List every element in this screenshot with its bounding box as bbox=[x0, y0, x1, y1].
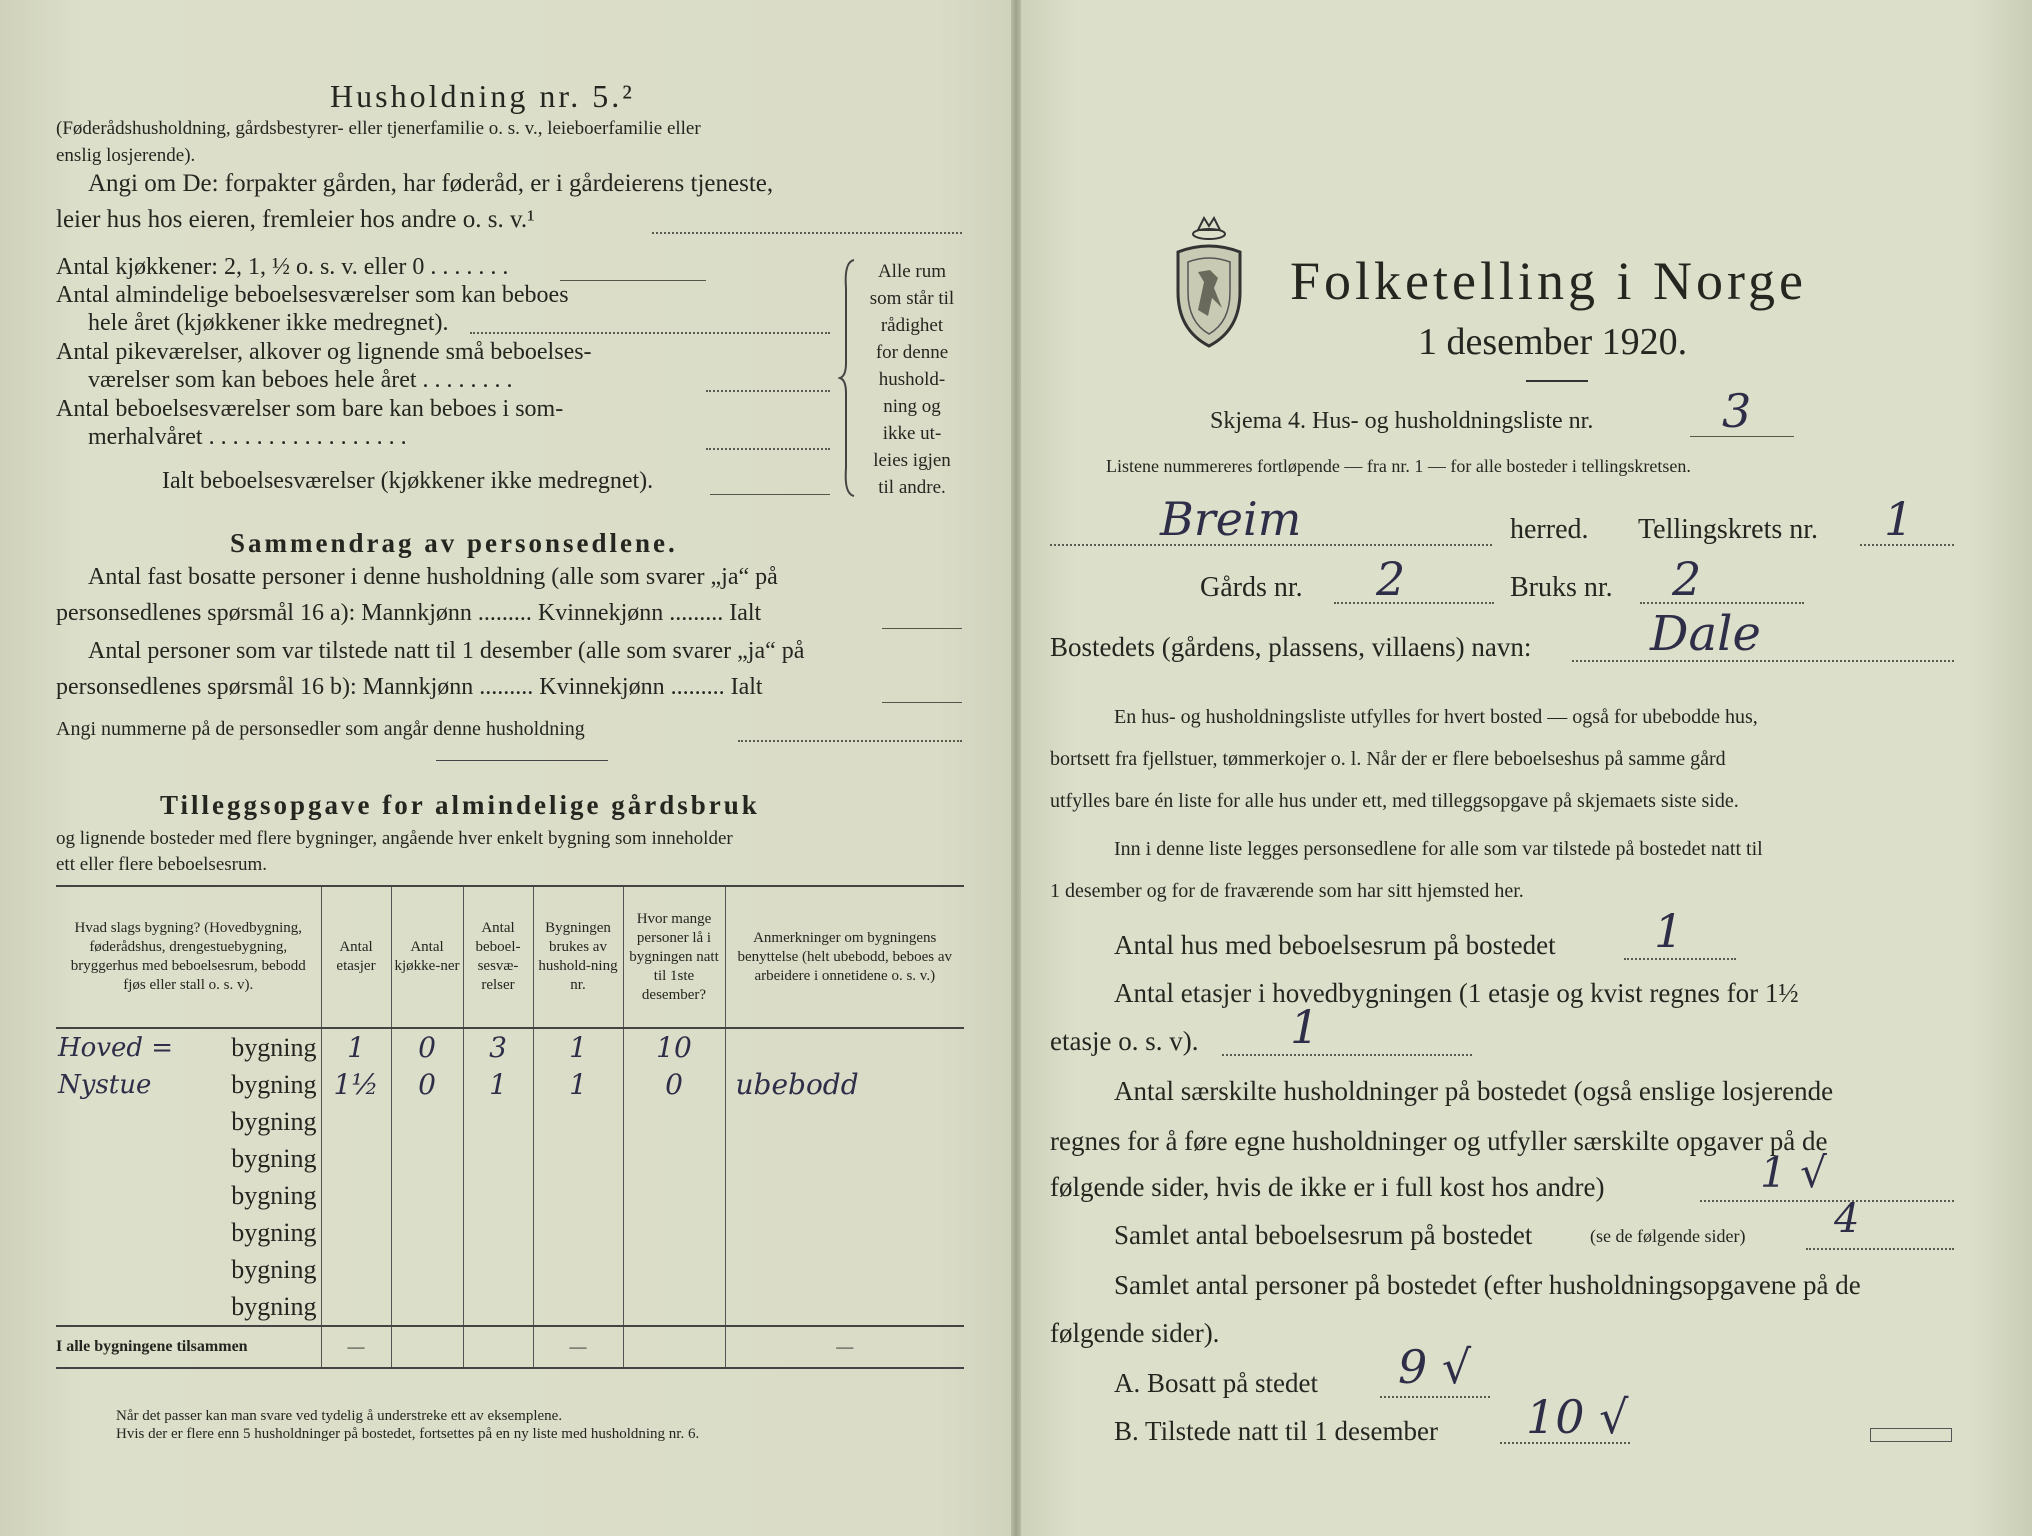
table-row bbox=[56, 1140, 964, 1177]
bruks-value: 2 bbox=[1672, 552, 1702, 606]
q-rum-answer-line bbox=[1806, 1248, 1954, 1250]
cell-husholdning bbox=[533, 1177, 623, 1214]
cell-kjokkener: 0 bbox=[391, 1028, 463, 1066]
instruction-4: Inn i denne liste legges personsedlene for alle som var tilstede på bostedet natt til bbox=[1114, 838, 1763, 860]
cell-kjokkener bbox=[391, 1251, 463, 1288]
gards-label: Gårds nr. bbox=[1200, 572, 1303, 603]
rooms-summer-answer bbox=[706, 448, 830, 450]
title-divider bbox=[1526, 380, 1588, 382]
cell-vaerelser bbox=[463, 1288, 533, 1326]
cell-kjokkener bbox=[391, 1214, 463, 1251]
cell-husholdning bbox=[533, 1251, 623, 1288]
summary-line-4: personsedlenes spørsmål 16 b): Mannkjønn ......... Kvinnekjønn ......... Ialt bbox=[56, 674, 763, 700]
q-hush-line-3: følgende sider, hvis de ikke er i full kost hos andre) bbox=[1050, 1172, 1605, 1202]
table-row bbox=[56, 1028, 964, 1066]
census-title: Folketelling i Norge bbox=[1290, 251, 1807, 311]
footnote-2: Hvis der er flere enn 5 husholdninger på bostedet, fortsettes på en ny liste med husholdning nr. 6. bbox=[116, 1426, 700, 1442]
cell-personer bbox=[623, 1288, 725, 1326]
a-bosatt-line bbox=[1380, 1396, 1490, 1398]
ask-answer-line bbox=[652, 232, 962, 234]
q-rum-note: (se de følgende sider) bbox=[1590, 1226, 1746, 1246]
building-suffix: bygning bbox=[231, 1254, 317, 1284]
rooms-total-answer bbox=[710, 494, 830, 495]
bosted-line bbox=[1572, 660, 1954, 662]
cell-husholdning bbox=[533, 1103, 623, 1140]
col-header-personer: Hvor mange personer lå i bygningen natt til 1ste desember? bbox=[623, 886, 725, 1028]
ask-line-1: Angi om De: forpakter gården, har føderåd, er i gårdeierens tjeneste, bbox=[88, 170, 774, 197]
angi-nummerne-answer bbox=[738, 740, 962, 742]
building-kind: Nystue bbox=[58, 1069, 152, 1100]
coat-of-arms-icon bbox=[1168, 212, 1250, 352]
q-hush-line-2: regnes for å føre egne husholdninger og utfyller særskilte opgaver på de bbox=[1050, 1126, 1828, 1156]
side-note-brace bbox=[838, 258, 860, 498]
cell-personer bbox=[623, 1251, 725, 1288]
cell-etasjer: 1½ bbox=[321, 1066, 391, 1103]
building-kind-cell bbox=[56, 1103, 321, 1140]
total-anmerkninger: — bbox=[725, 1326, 964, 1368]
instruction-5: 1 desember og for de fraværende som har sitt hjemsted her. bbox=[1050, 880, 1524, 902]
summary-line-2: personsedlenes spørsmål 16 a): Mannkjønn ......... Kvinnekjønn ......... Ialt bbox=[56, 600, 762, 626]
cell-husholdning: 1 bbox=[533, 1066, 623, 1103]
cell-vaerelser bbox=[463, 1103, 533, 1140]
q-hush-value: 1 √ bbox=[1760, 1148, 1827, 1197]
col-header-kjokkener: Antal kjøkke-ner bbox=[391, 886, 463, 1028]
q-etasjer-value: 1 bbox=[1290, 1000, 1320, 1054]
summary-heading: Sammendrag av personsedlene. bbox=[230, 528, 678, 558]
building-kind: Hoved = bbox=[58, 1032, 174, 1063]
herred-label: herred. bbox=[1510, 514, 1589, 545]
ask-line-2: leier hus hos eieren, fremleier hos andre o. s. v.¹ bbox=[56, 206, 535, 233]
q-hus-label: Antal hus med beboelsesrum på bostedet bbox=[1114, 930, 1556, 960]
cell-etasjer bbox=[321, 1177, 391, 1214]
census-date: 1 desember 1920. bbox=[1418, 321, 1688, 363]
cell-anm bbox=[725, 1140, 964, 1177]
cell-kjokkener bbox=[391, 1288, 463, 1326]
cell-personer bbox=[623, 1177, 725, 1214]
col-header-vaerelser: Antal beboel-sesvæ-relser bbox=[463, 886, 533, 1028]
cell-vaerelser bbox=[463, 1214, 533, 1251]
building-suffix: bygning bbox=[231, 1069, 317, 1099]
cell-vaerelser: 1 bbox=[463, 1066, 533, 1103]
printer-stamp bbox=[1870, 1428, 1952, 1442]
q-etasjer-line-1: Antal etasjer i hovedbygningen (1 etasje og kvist regnes for 1½ bbox=[1114, 978, 1799, 1008]
table-row bbox=[56, 1214, 964, 1251]
q-hush-answer-line bbox=[1700, 1200, 1954, 1202]
rooms-ordinary-1: Antal almindelige beboelsesværelser som kan beboes bbox=[56, 282, 569, 308]
cell-vaerelser bbox=[463, 1177, 533, 1214]
q-pers-line-2: følgende sider). bbox=[1050, 1318, 1220, 1348]
cell-husholdning bbox=[533, 1288, 623, 1326]
building-kind-cell bbox=[56, 1140, 321, 1177]
cell-kjokkener: 0 bbox=[391, 1066, 463, 1103]
gards-value: 2 bbox=[1376, 552, 1406, 606]
footnote-1: Når det passer kan man svare ved tydelig å understreke ett av eksemplene. bbox=[116, 1408, 563, 1424]
total-etasjer: — bbox=[321, 1326, 391, 1368]
summary-ialt-2-line bbox=[882, 702, 962, 703]
cell-etasjer: 1 bbox=[321, 1028, 391, 1066]
gards-line bbox=[1334, 602, 1494, 604]
supplement-heading: Tilleggsopgave for almindelige gårdsbruk bbox=[160, 790, 760, 820]
cell-etasjer bbox=[321, 1214, 391, 1251]
q-rum-value: 4 bbox=[1834, 1196, 1860, 1242]
table-row bbox=[56, 1177, 964, 1214]
rooms-kitchens-answer bbox=[560, 280, 706, 281]
cell-anm bbox=[725, 1103, 964, 1140]
bosted-label: Bostedets (gårdens, plassens, villaens) navn: bbox=[1050, 632, 1532, 662]
total-personer bbox=[623, 1326, 725, 1368]
cell-anm bbox=[725, 1214, 964, 1251]
instruction-1: En hus- og husholdningsliste utfylles for hvert bosted — også for ubebodde hus, bbox=[1114, 706, 1758, 728]
summary-line-1: Antal fast bosatte personer i denne husholdning (alle som svarer „ja“ på bbox=[88, 564, 778, 590]
bruks-label: Bruks nr. bbox=[1510, 572, 1613, 603]
cell-husholdning: 1 bbox=[533, 1028, 623, 1066]
building-table-header bbox=[56, 886, 964, 1028]
total-kjokkener bbox=[391, 1326, 463, 1368]
bosted-value: Dale bbox=[1650, 606, 1761, 662]
table-row bbox=[56, 1288, 964, 1326]
b-tilstede-value: 10 √ bbox=[1526, 1390, 1629, 1444]
q-etasjer-line-2: etasje o. s. v). bbox=[1050, 1026, 1199, 1056]
table-row bbox=[56, 1103, 964, 1140]
building-suffix: bygning bbox=[231, 1143, 317, 1173]
cell-etasjer bbox=[321, 1288, 391, 1326]
cell-vaerelser bbox=[463, 1251, 533, 1288]
angi-nummerne: Angi nummerne på de personsedler som angår denne husholdning bbox=[56, 718, 585, 740]
total-husholdning: — bbox=[533, 1326, 623, 1368]
summary-line-3: Antal personer som var tilstede natt til 1 desember (alle som svarer „ja“ på bbox=[88, 638, 805, 664]
supplement-line-1: og lignende bosteder med flere bygninger, angående hver enkelt bygning som inneholder bbox=[56, 828, 733, 849]
a-bosatt-label: A. Bosatt på stedet bbox=[1114, 1368, 1318, 1398]
col-header-anmerkninger: Anmerkninger om bygningens benyttelse (helt ubebodd, beboes av arbeidere i onnetidene o. s. v.) bbox=[725, 886, 964, 1028]
building-suffix: bygning bbox=[231, 1032, 317, 1062]
rooms-maid-2: værelser som kan beboes hele året . . . . . . . . bbox=[88, 367, 513, 393]
q-etasjer-answer-line bbox=[1222, 1054, 1472, 1056]
cell-personer: 10 bbox=[623, 1028, 725, 1066]
section-divider bbox=[436, 760, 608, 761]
herred-value: Breim bbox=[1160, 492, 1302, 546]
q-pers-line-1: Samlet antal personer på bostedet (efter husholdningsopgavene på de bbox=[1114, 1270, 1861, 1300]
rooms-summer-2: merhalvåret . . . . . . . . . . . . . . . . . bbox=[88, 424, 407, 450]
rooms-total: Ialt beboelsesværelser (kjøkkener ikke medregnet). bbox=[162, 468, 654, 494]
summary-ialt-1-line bbox=[882, 628, 962, 629]
rooms-maid-1: Antal pikeværelser, alkover og lignende små beboelses- bbox=[56, 339, 592, 365]
cell-etasjer bbox=[321, 1251, 391, 1288]
rooms-ordinary-2: hele året (kjøkkener ikke medregnet). bbox=[88, 310, 449, 336]
col-header-etasjer: Antal etasjer bbox=[321, 886, 391, 1028]
cell-anm bbox=[725, 1177, 964, 1214]
cell-vaerelser bbox=[463, 1140, 533, 1177]
table-row bbox=[56, 1251, 964, 1288]
q-hus-value: 1 bbox=[1654, 904, 1684, 958]
cell-vaerelser: 3 bbox=[463, 1028, 533, 1066]
instruction-2: bortsett fra fjellstuer, tømmerkojer o. l. Når der er flere beboelseshus på samme gård bbox=[1050, 748, 1726, 770]
rooms-maid-answer bbox=[706, 390, 830, 392]
building-suffix: bygning bbox=[231, 1180, 317, 1210]
building-kind-cell bbox=[56, 1066, 321, 1103]
tellingskrets-label: Tellingskrets nr. bbox=[1638, 514, 1819, 545]
building-kind-cell bbox=[56, 1288, 321, 1326]
b-tilstede-label: B. Tilstede natt til 1 desember bbox=[1114, 1416, 1438, 1446]
col-header-husholdning: Bygningen brukes av hushold-ning nr. bbox=[533, 886, 623, 1028]
table-total-row bbox=[56, 1326, 964, 1368]
household-heading: Husholdning nr. 5.² bbox=[330, 78, 635, 114]
rooms-summer-1: Antal beboelsesværelser som bare kan beboes i som- bbox=[56, 396, 564, 422]
intro-line-2: enslig losjerende). bbox=[56, 145, 196, 166]
intro-line-1: (Føderådshusholdning, gårdsbestyrer- eller tjenerfamilie o. s. v., leieboerfamilie eller bbox=[56, 118, 701, 139]
schema-nr-value: 3 bbox=[1722, 384, 1752, 438]
bruks-line bbox=[1640, 602, 1804, 604]
cell-kjokkener bbox=[391, 1103, 463, 1140]
cell-personer bbox=[623, 1103, 725, 1140]
cell-anm bbox=[725, 1288, 964, 1326]
cell-anm bbox=[725, 1251, 964, 1288]
cell-personer bbox=[623, 1140, 725, 1177]
table-row bbox=[56, 1066, 964, 1103]
schema-label: Skjema 4. Hus- og husholdningsliste nr. bbox=[1210, 408, 1594, 434]
building-kind-cell bbox=[56, 1177, 321, 1214]
building-kind-cell bbox=[56, 1028, 321, 1066]
supplement-line-2: ett eller flere beboelsesrum. bbox=[56, 854, 268, 875]
col-header-kind: Hvad slags bygning? (Hovedbygning, føderådshus, drengestuebygning, bryggerhus med beboelsesrum, bebodd fjøs eller stall o. s. v). bbox=[56, 886, 321, 1028]
building-kind-cell bbox=[56, 1251, 321, 1288]
tellingskrets-value: 1 bbox=[1884, 492, 1914, 546]
rooms-ordinary-answer bbox=[470, 332, 830, 334]
cell-husholdning bbox=[533, 1214, 623, 1251]
q-hush-line-1: Antal særskilte husholdninger på bostedet (også enslige losjerende bbox=[1114, 1076, 1834, 1106]
rooms-kitchens: Antal kjøkkener: 2, 1, ½ o. s. v. eller 0 . . . . . . . bbox=[56, 254, 509, 280]
q-rum-label: Samlet antal beboelsesrum på bostedet bbox=[1114, 1220, 1533, 1250]
q-hus-line bbox=[1624, 958, 1736, 960]
side-note: Alle rum som står til rådighet for denne hushold- ning og ikke ut- leies igjen til andre. bbox=[869, 261, 955, 498]
cell-kjokkener bbox=[391, 1177, 463, 1214]
building-table bbox=[56, 885, 964, 1369]
instruction-3: utfylles bare én liste for alle hus under ett, med tilleggsopgave på skjemaets siste side. bbox=[1050, 790, 1739, 812]
cell-kjokkener bbox=[391, 1140, 463, 1177]
building-kind-cell bbox=[56, 1214, 321, 1251]
cell-etasjer bbox=[321, 1140, 391, 1177]
cell-anm bbox=[725, 1028, 964, 1066]
page-spine bbox=[1011, 0, 1021, 1536]
cell-personer: 0 bbox=[623, 1066, 725, 1103]
total-label: I alle bygningene tilsammen bbox=[56, 1326, 321, 1368]
cell-anm: ubebodd bbox=[725, 1066, 964, 1103]
numbering-note: Listene nummereres fortløpende — fra nr. 1 — for alle bosteder i tellingskretsen. bbox=[1106, 456, 1691, 476]
cell-etasjer bbox=[321, 1103, 391, 1140]
building-suffix: bygning bbox=[231, 1106, 317, 1136]
cell-personer bbox=[623, 1214, 725, 1251]
total-vaerelser bbox=[463, 1326, 533, 1368]
building-suffix: bygning bbox=[231, 1217, 317, 1247]
cell-husholdning bbox=[533, 1140, 623, 1177]
a-bosatt-value: 9 √ bbox=[1398, 1340, 1472, 1394]
building-suffix: bygning bbox=[231, 1291, 317, 1321]
